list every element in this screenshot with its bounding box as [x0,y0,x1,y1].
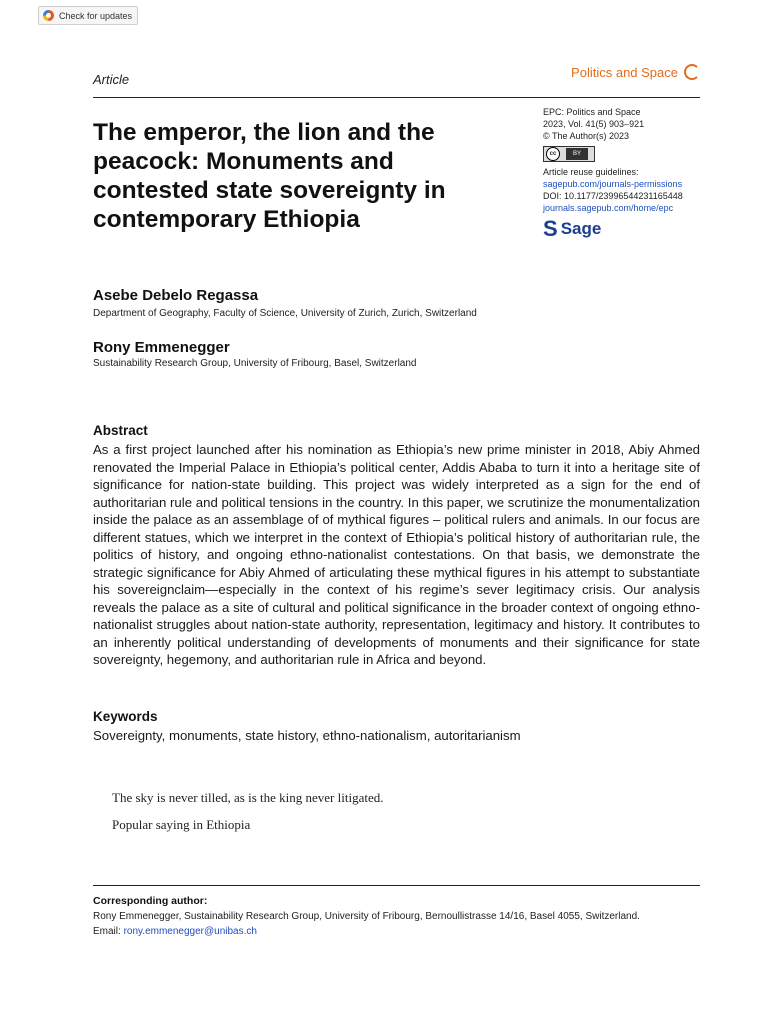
copyright-notice: © The Author(s) 2023 [543,131,630,141]
abstract-text: As a first project launched after his nomination as Ethiopia’s new prime minister in 2018, Abiy Ahmed renovated the Imperial Palace in Ethiopia’s political center, Addis Ababa to turn it into a heritage site of significance for nation-state building. This project was widely interpreted as a sign for the end of authoritarian rule and political tensions in the country. In this paper, we scrutinize the monumentalization inside the palace as an assemblage of of mythical figures – political rulers and animals. In our focus are different statues, which we interpret in the context of Ethiopia’s political history of authoritarian rule, the politics of history, and ongoing ethno-nationalist contestations. On that basis, we demonstrate the strategic significance for Abiy Ahmed of articulating these mythical figures in his attempt to substantiate his sovereignclaim—especially in the context of his regime’s sever legitimacy crisis. Our analysis reveals the palace as a site of cultural and political significance in the broader context of ongoing ethno-nationalist struggles about nation-state authority, representation, legitimacy and history. It contributes to an inherently political understanding of developments of monuments and their significance for state sovereignty, hegemony, and authoritarian rule in Africa and beyond. [93,442,700,667]
epigraph-source: Popular saying in Ethiopia [112,817,251,832]
keywords-text: Sovereignty, monuments, state history, ethno-nationalism, autoritarianism [93,728,521,743]
journal-brand [571,64,700,80]
abstract-heading: Abstract [93,423,148,438]
publication-meta [543,106,713,241]
epigraph-quote: The sky is never tilled, as is the king never litigated. [112,790,384,805]
check-for-updates-label: Check for updates [59,10,133,21]
journal-full-name: EPC: Politics and Space [543,107,641,117]
cc-by-license-icon[interactable] [543,146,595,162]
email-link[interactable]: rony.emmenegger@unibas.ch [123,926,257,937]
check-for-updates-button[interactable] [38,6,138,25]
corresponding-author-heading: Corresponding author: [93,895,208,907]
author-1-affiliation: Department of Geography, Faculty of Science, University of Zurich, Zurich, Switzerland [93,308,477,319]
article-type-label: Article [93,72,130,87]
footer-divider [93,885,700,886]
journal-logo-icon [684,64,700,80]
sage-logo [543,216,713,241]
corresponding-email-line [93,924,640,939]
journal-name: Politics and Space [571,64,678,80]
crossmark-icon [43,10,54,21]
corresponding-author-details [93,909,640,939]
article-title: The emperor, the lion and the peacock: Monuments and contested state sovereignty in contemporary Ethiopia [93,119,446,233]
publisher-name: Sage [560,219,602,238]
doi: DOI: 10.1177/23996544231165448 [543,191,683,201]
sage-s-icon: S [543,216,558,241]
journal-homepage-link[interactable]: journals.sagepub.com/home/epc [543,203,674,213]
header-divider [93,97,700,98]
reuse-label: Article reuse guidelines: [543,167,639,177]
cc-icon: cc [546,147,560,161]
email-label: Email: [93,926,121,937]
volume-info: 2023, Vol. 41(5) 903–921 [543,119,645,129]
author-1-name: Asebe Debelo Regassa [93,287,259,304]
keywords-heading: Keywords [93,709,158,724]
reuse-link[interactable]: sagepub.com/journals-permissions [543,179,683,189]
corresponding-address: Rony Emmenegger, Sustainability Research Group, University of Fribourg, Bernoullistrasse 14/16, Basel 4055, Switzerland. [93,911,640,922]
by-icon: BY [566,148,588,160]
author-2-affiliation: Sustainability Research Group, University of Fribourg, Basel, Switzerland [93,358,417,369]
author-2-name: Rony Emmenegger [93,339,230,356]
